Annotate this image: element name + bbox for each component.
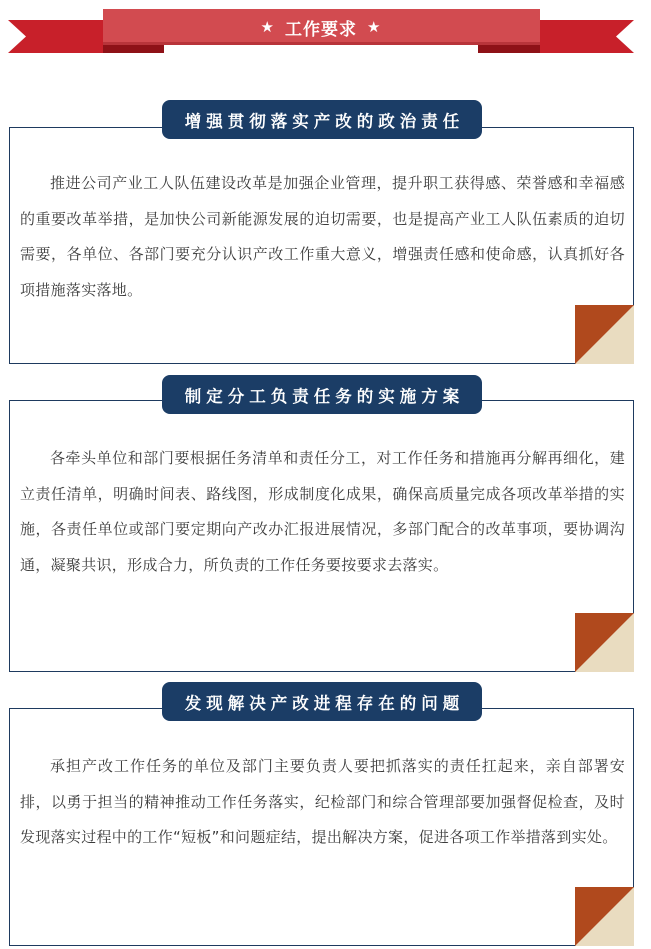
corner-decoration bbox=[575, 887, 634, 946]
section-heading bbox=[162, 682, 482, 721]
section-body: 推进公司产业工人队伍建设改革是加强企业管理，提升职工获得感、荣誉感和幸福感的重要改革举措，是加快公司新能源发展的迫切需要，也是提高产业工人队伍素质的迫切需要，各单位、各部门要充分认识产改工作重大意义，增强责任感和使命感，认真抓好各项措施落实落地。 bbox=[20, 174, 625, 299]
section-card bbox=[9, 400, 634, 672]
section-heading-text: 增强贯彻落实产改的政治责任 bbox=[184, 111, 465, 131]
section-body: 承担产改工作任务的单位及部门主要负责人要把抓落实的责任扛起来，亲自部署安排，以勇于担当的精神推动工作任务落实，纪检部门和综合管理部要加强督促检查，及时发现落实过程中的工作“短板”和问题症结，提出解决方案，促进各项工作举措落到实处。 bbox=[20, 757, 625, 846]
section-card bbox=[9, 708, 634, 946]
banner-title-text: 工作要求 bbox=[285, 19, 357, 40]
section-heading bbox=[162, 375, 482, 414]
banner-title bbox=[103, 10, 539, 44]
section-card bbox=[9, 127, 634, 364]
corner-decoration bbox=[575, 305, 634, 364]
section-political-responsibility bbox=[9, 100, 634, 365]
star-icon: ★ bbox=[260, 18, 275, 36]
header-banner bbox=[0, 0, 651, 60]
section-heading-text: 发现解决产改进程存在的问题 bbox=[184, 693, 465, 713]
section-body: 各牵头单位和部门要根据任务清单和责任分工，对工作任务和措施再分解再细化，建立责任清单，明确时间表、路线图，形成制度化成果，确保高质量完成各项改革举措的实施，各责任单位或部门要定期向产改办汇报进展情况，多部门配合的改革事项，要协调沟通，凝聚共识，形成合力，所负责的工作任务要按要求去落实。 bbox=[20, 449, 625, 574]
section-problem-solving bbox=[9, 682, 634, 947]
section-heading-text: 制定分工负责任务的实施方案 bbox=[184, 386, 465, 406]
section-implementation-plan bbox=[9, 375, 634, 673]
corner-decoration bbox=[575, 613, 634, 672]
section-heading bbox=[162, 100, 482, 139]
star-icon: ★ bbox=[367, 18, 382, 36]
